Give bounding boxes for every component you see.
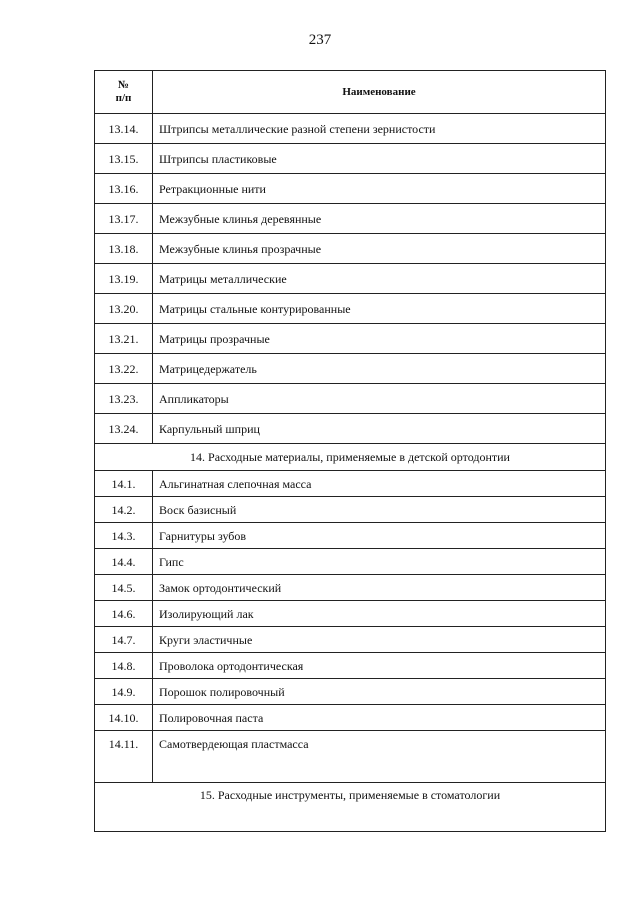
row-number: 13.22.: [95, 354, 153, 384]
row-number: 14.11.: [95, 731, 153, 783]
table-row: [95, 679, 606, 705]
row-number: 14.7.: [95, 627, 153, 653]
row-name: Матрицы стальные контурированные: [153, 294, 606, 324]
row-number: 13.17.: [95, 204, 153, 234]
table-row: [95, 653, 606, 679]
table-row: [95, 114, 606, 144]
row-name: Штрипсы пластиковые: [153, 144, 606, 174]
row-name: Гарнитуры зубов: [153, 523, 606, 549]
row-name: Круги эластичные: [153, 627, 606, 653]
table-row: [95, 204, 606, 234]
row-name: Порошок полировочный: [153, 679, 606, 705]
table-row: [95, 354, 606, 384]
section-row: [95, 444, 606, 471]
table-row: [95, 144, 606, 174]
table-row: [95, 471, 606, 497]
row-number: 14.4.: [95, 549, 153, 575]
table-row: [95, 601, 606, 627]
table-row: [95, 294, 606, 324]
row-name: Матрицы прозрачные: [153, 324, 606, 354]
table-row: [95, 627, 606, 653]
row-name: Полировочная паста: [153, 705, 606, 731]
row-name: Самотвердеющая пластмасса: [153, 731, 606, 783]
row-number: 14.5.: [95, 575, 153, 601]
row-name: Матрицедержатель: [153, 354, 606, 384]
table-row: [95, 523, 606, 549]
row-number: 14.3.: [95, 523, 153, 549]
table-row: [95, 575, 606, 601]
row-number: 13.18.: [95, 234, 153, 264]
row-number: 13.14.: [95, 114, 153, 144]
row-name: Изолирующий лак: [153, 601, 606, 627]
table-row: [95, 384, 606, 414]
table-row: [95, 234, 606, 264]
column-header-number: № п/п: [95, 71, 153, 114]
table-row: [95, 705, 606, 731]
table-row: [95, 324, 606, 354]
section-title: 15. Расходные инструменты, применяемые в стоматологии: [95, 783, 606, 832]
row-number: 14.2.: [95, 497, 153, 523]
row-name: Аппликаторы: [153, 384, 606, 414]
row-number: 13.16.: [95, 174, 153, 204]
table-row: [95, 414, 606, 444]
row-number: 14.8.: [95, 653, 153, 679]
row-name: Матрицы металлические: [153, 264, 606, 294]
row-number: 14.6.: [95, 601, 153, 627]
row-number: 13.21.: [95, 324, 153, 354]
row-name: Гипс: [153, 549, 606, 575]
table-row: [95, 497, 606, 523]
row-name: Карпульный шприц: [153, 414, 606, 444]
row-name: Альгинатная слепочная масса: [153, 471, 606, 497]
row-name: Межзубные клинья деревянные: [153, 204, 606, 234]
row-number: 14.1.: [95, 471, 153, 497]
row-number: 14.10.: [95, 705, 153, 731]
row-name: Межзубные клинья прозрачные: [153, 234, 606, 264]
section-row: [95, 783, 606, 832]
row-number: 13.15.: [95, 144, 153, 174]
row-name: Замок ортодонтический: [153, 575, 606, 601]
table-header-row: [95, 71, 606, 114]
row-name: Ретракционные нити: [153, 174, 606, 204]
table-row: [95, 174, 606, 204]
row-number: 13.23.: [95, 384, 153, 414]
column-header-name: Наименование: [153, 71, 606, 114]
row-name: Воск базисный: [153, 497, 606, 523]
row-name: Штрипсы металлические разной степени зернистости: [153, 114, 606, 144]
row-number: 13.20.: [95, 294, 153, 324]
row-number: 13.24.: [95, 414, 153, 444]
row-number: 13.19.: [95, 264, 153, 294]
table-row: [95, 264, 606, 294]
section-title: 14. Расходные материалы, применяемые в детской ортодонтии: [95, 444, 606, 471]
table-row: [95, 731, 606, 783]
row-name: Проволока ортодонтическая: [153, 653, 606, 679]
row-number: 14.9.: [95, 679, 153, 705]
page-number: 237: [308, 32, 332, 48]
table-row: [95, 549, 606, 575]
items-table: [94, 70, 606, 832]
